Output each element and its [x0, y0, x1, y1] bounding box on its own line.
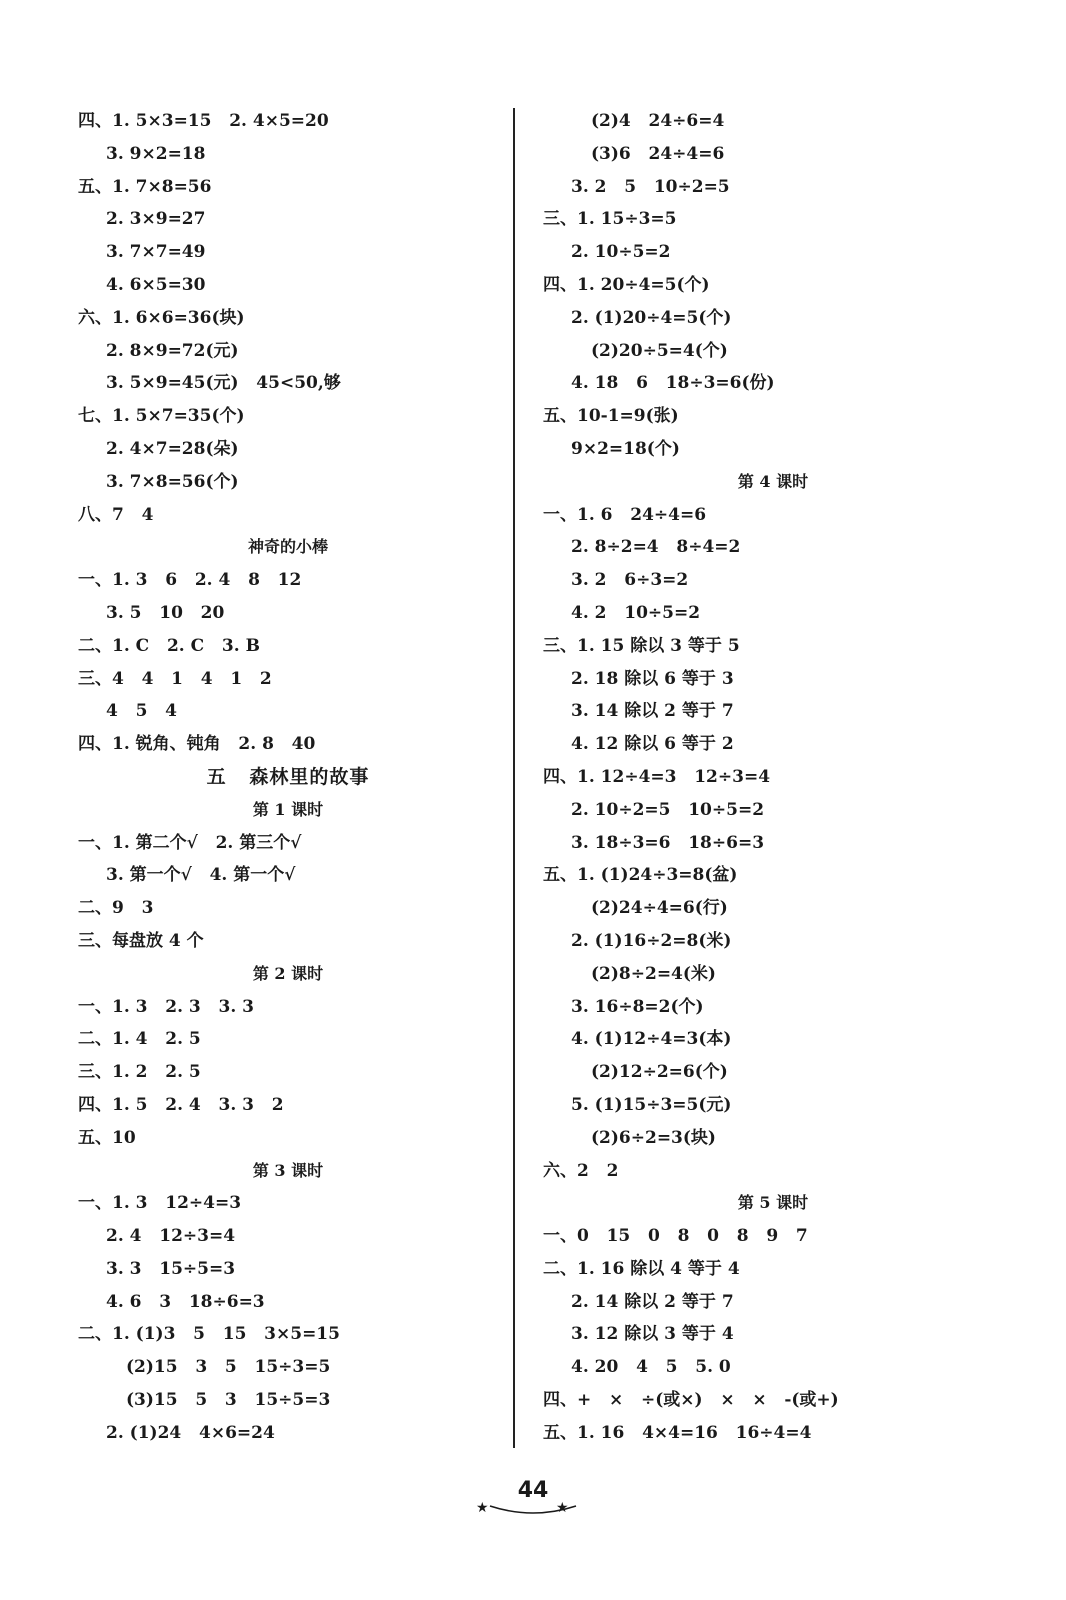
answer-line: 一、1. 3 2. 3 3. 3: [78, 996, 254, 1017]
column-divider: [513, 108, 515, 1448]
star-right-icon: ★: [556, 1500, 569, 1516]
answer-line: 2. (1)16÷2=8(米): [571, 930, 732, 951]
answer-line: 4. 2 10÷5=2: [571, 602, 701, 623]
answer-line: 5. (1)15÷3=5(元): [571, 1094, 732, 1115]
answer-line: 2. 4 12÷3=4: [106, 1226, 236, 1247]
answer-line: 五、10: [78, 1127, 136, 1148]
answer-line: 八、7 4: [78, 504, 154, 525]
answer-line: 五、1. 7×8=56: [78, 176, 212, 197]
answer-line: (3)6 24÷4=6: [591, 143, 725, 164]
chapter-title: 五 森林里的故事: [206, 765, 370, 788]
answer-line: 三、4 4 1 4 1 2: [78, 668, 272, 689]
answer-line: 4 5 4: [106, 701, 177, 722]
answer-line: 2. 3×9=27: [106, 209, 206, 230]
answer-line: 四、1. 5×3=15 2. 4×5=20: [78, 111, 329, 131]
answer-column-left: [78, 105, 498, 1450]
answer-line: 2. (1)24 4×6=24: [106, 1422, 275, 1443]
answer-line: 4. 6×5=30: [106, 274, 206, 295]
answer-line: 四、+ × ÷(或×) × × -(或+): [543, 1390, 839, 1411]
answer-line: 三、1. 2 2. 5: [78, 1062, 201, 1083]
answer-line: 3. 12 除以 3 等于 4: [571, 1324, 734, 1345]
answer-line: 3. 3 15÷5=3: [106, 1258, 236, 1279]
answer-line: 四、1. 5 2. 4 3. 3 2: [78, 1094, 284, 1115]
answer-line: 二、1. 16 除以 4 等于 4: [543, 1258, 740, 1279]
answer-line: 二、1. 4 2. 5: [78, 1029, 201, 1050]
answer-line: 3. 第一个√ 4. 第一个√: [106, 865, 296, 886]
answer-line: 2. (1)20÷4=5(个): [571, 307, 732, 328]
answer-line: 一、1. 3 12÷4=3: [78, 1193, 242, 1214]
answer-line: 六、2 2: [543, 1160, 619, 1181]
answer-line: (2)6÷2=3(块): [591, 1127, 716, 1148]
answer-line: 4. 6 3 18÷6=3: [106, 1291, 265, 1312]
answer-line: (2)4 24÷6=4: [591, 111, 725, 131]
answer-line: 一、1. 第二个√ 2. 第三个√: [78, 832, 302, 853]
answer-line: 3. 16÷8=2(个): [571, 996, 704, 1017]
answer-line: 3. 14 除以 2 等于 7: [571, 701, 734, 722]
answer-line: 4. 20 4 5 5. 0: [571, 1357, 731, 1378]
answer-line: 三、每盘放 4 个: [78, 930, 204, 951]
answer-line: 3. 5 10 20: [106, 602, 225, 623]
answer-line: 六、1. 6×6=36(块): [78, 307, 245, 328]
answer-line: (2)24÷4=6(行): [591, 898, 728, 919]
answer-line: 2. 8÷2=4 8÷4=2: [571, 537, 741, 558]
answer-line: 9×2=18(个): [571, 438, 680, 459]
answer-line: 一、1. 3 6 2. 4 8 12: [78, 570, 302, 591]
answer-line: 四、1. 12÷4=3 12÷3=4: [543, 766, 771, 787]
answer-line: 3. 2 5 10÷2=5: [571, 176, 730, 197]
answer-line: 一、0 15 0 8 0 8 9 7: [543, 1226, 808, 1247]
star-left-icon: ★: [476, 1500, 489, 1516]
answer-line: (3)15 5 3 15÷5=3: [126, 1390, 331, 1411]
section-heading: 第 4 课时: [737, 471, 809, 491]
answer-line: 2. 10÷5=2: [571, 242, 671, 263]
answer-line: 五、10-1=9(张): [543, 406, 679, 427]
answer-line: 2. 10÷2=5 10÷5=2: [571, 799, 765, 820]
section-heading: 第 2 课时: [252, 963, 324, 983]
section-heading: 神奇的小棒: [247, 537, 328, 557]
answer-line: (2)8÷2=4(米): [591, 963, 716, 984]
answer-line: 3. 2 6÷3=2: [571, 570, 689, 591]
answer-line: 3. 5×9=45(元) 45<50,够: [106, 373, 341, 394]
answer-line: 三、1. 15÷3=5: [543, 209, 677, 230]
section-heading: 第 3 课时: [252, 1160, 324, 1180]
answer-line: 三、1. 15 除以 3 等于 5: [543, 635, 740, 656]
answer-line: (2)12÷2=6(个): [591, 1062, 728, 1083]
answer-line: 4. 18 6 18÷3=6(份): [571, 373, 775, 394]
answer-line: 3. 7×8=56(个): [106, 471, 239, 492]
answer-line: 2. 8×9=72(元): [106, 340, 239, 361]
answer-line: 4. 12 除以 6 等于 2: [571, 734, 734, 755]
answer-line: (2)15 3 5 15÷3=5: [126, 1357, 331, 1378]
answer-line: 3. 18÷3=6 18÷6=3: [571, 832, 765, 853]
answer-line: 二、9 3: [78, 898, 154, 919]
answer-line: 五、1. 16 4×4=16 16÷4=4: [543, 1422, 812, 1443]
answer-line: 3. 9×2=18: [106, 143, 206, 164]
page-number: 44: [517, 1478, 549, 1503]
answer-line: 七、1. 5×7=35(个): [78, 406, 245, 427]
answer-column-right: [543, 105, 1003, 1450]
answer-line: 四、1. 锐角、钝角 2. 8 40: [78, 734, 316, 755]
answer-line: 二、1. (1)3 5 15 3×5=15: [78, 1324, 340, 1345]
answer-line: 五、1. (1)24÷3=8(盆): [543, 865, 738, 886]
answer-line: 2. 4×7=28(朵): [106, 438, 239, 459]
answer-line: 二、1. C 2. C 3. B: [78, 635, 260, 656]
answer-line: 一、1. 6 24÷4=6: [543, 504, 707, 525]
answer-line: 4. (1)12÷4=3(本): [571, 1029, 732, 1050]
answer-line: 3. 7×7=49: [106, 242, 206, 263]
section-heading: 第 1 课时: [252, 799, 324, 819]
answer-line: (2)20÷5=4(个): [591, 340, 728, 361]
section-heading: 第 5 课时: [737, 1193, 809, 1213]
answer-line: 四、1. 20÷4=5(个): [543, 274, 710, 295]
answer-line: 2. 18 除以 6 等于 3: [571, 668, 734, 689]
answer-line: 2. 14 除以 2 等于 7: [571, 1291, 734, 1312]
